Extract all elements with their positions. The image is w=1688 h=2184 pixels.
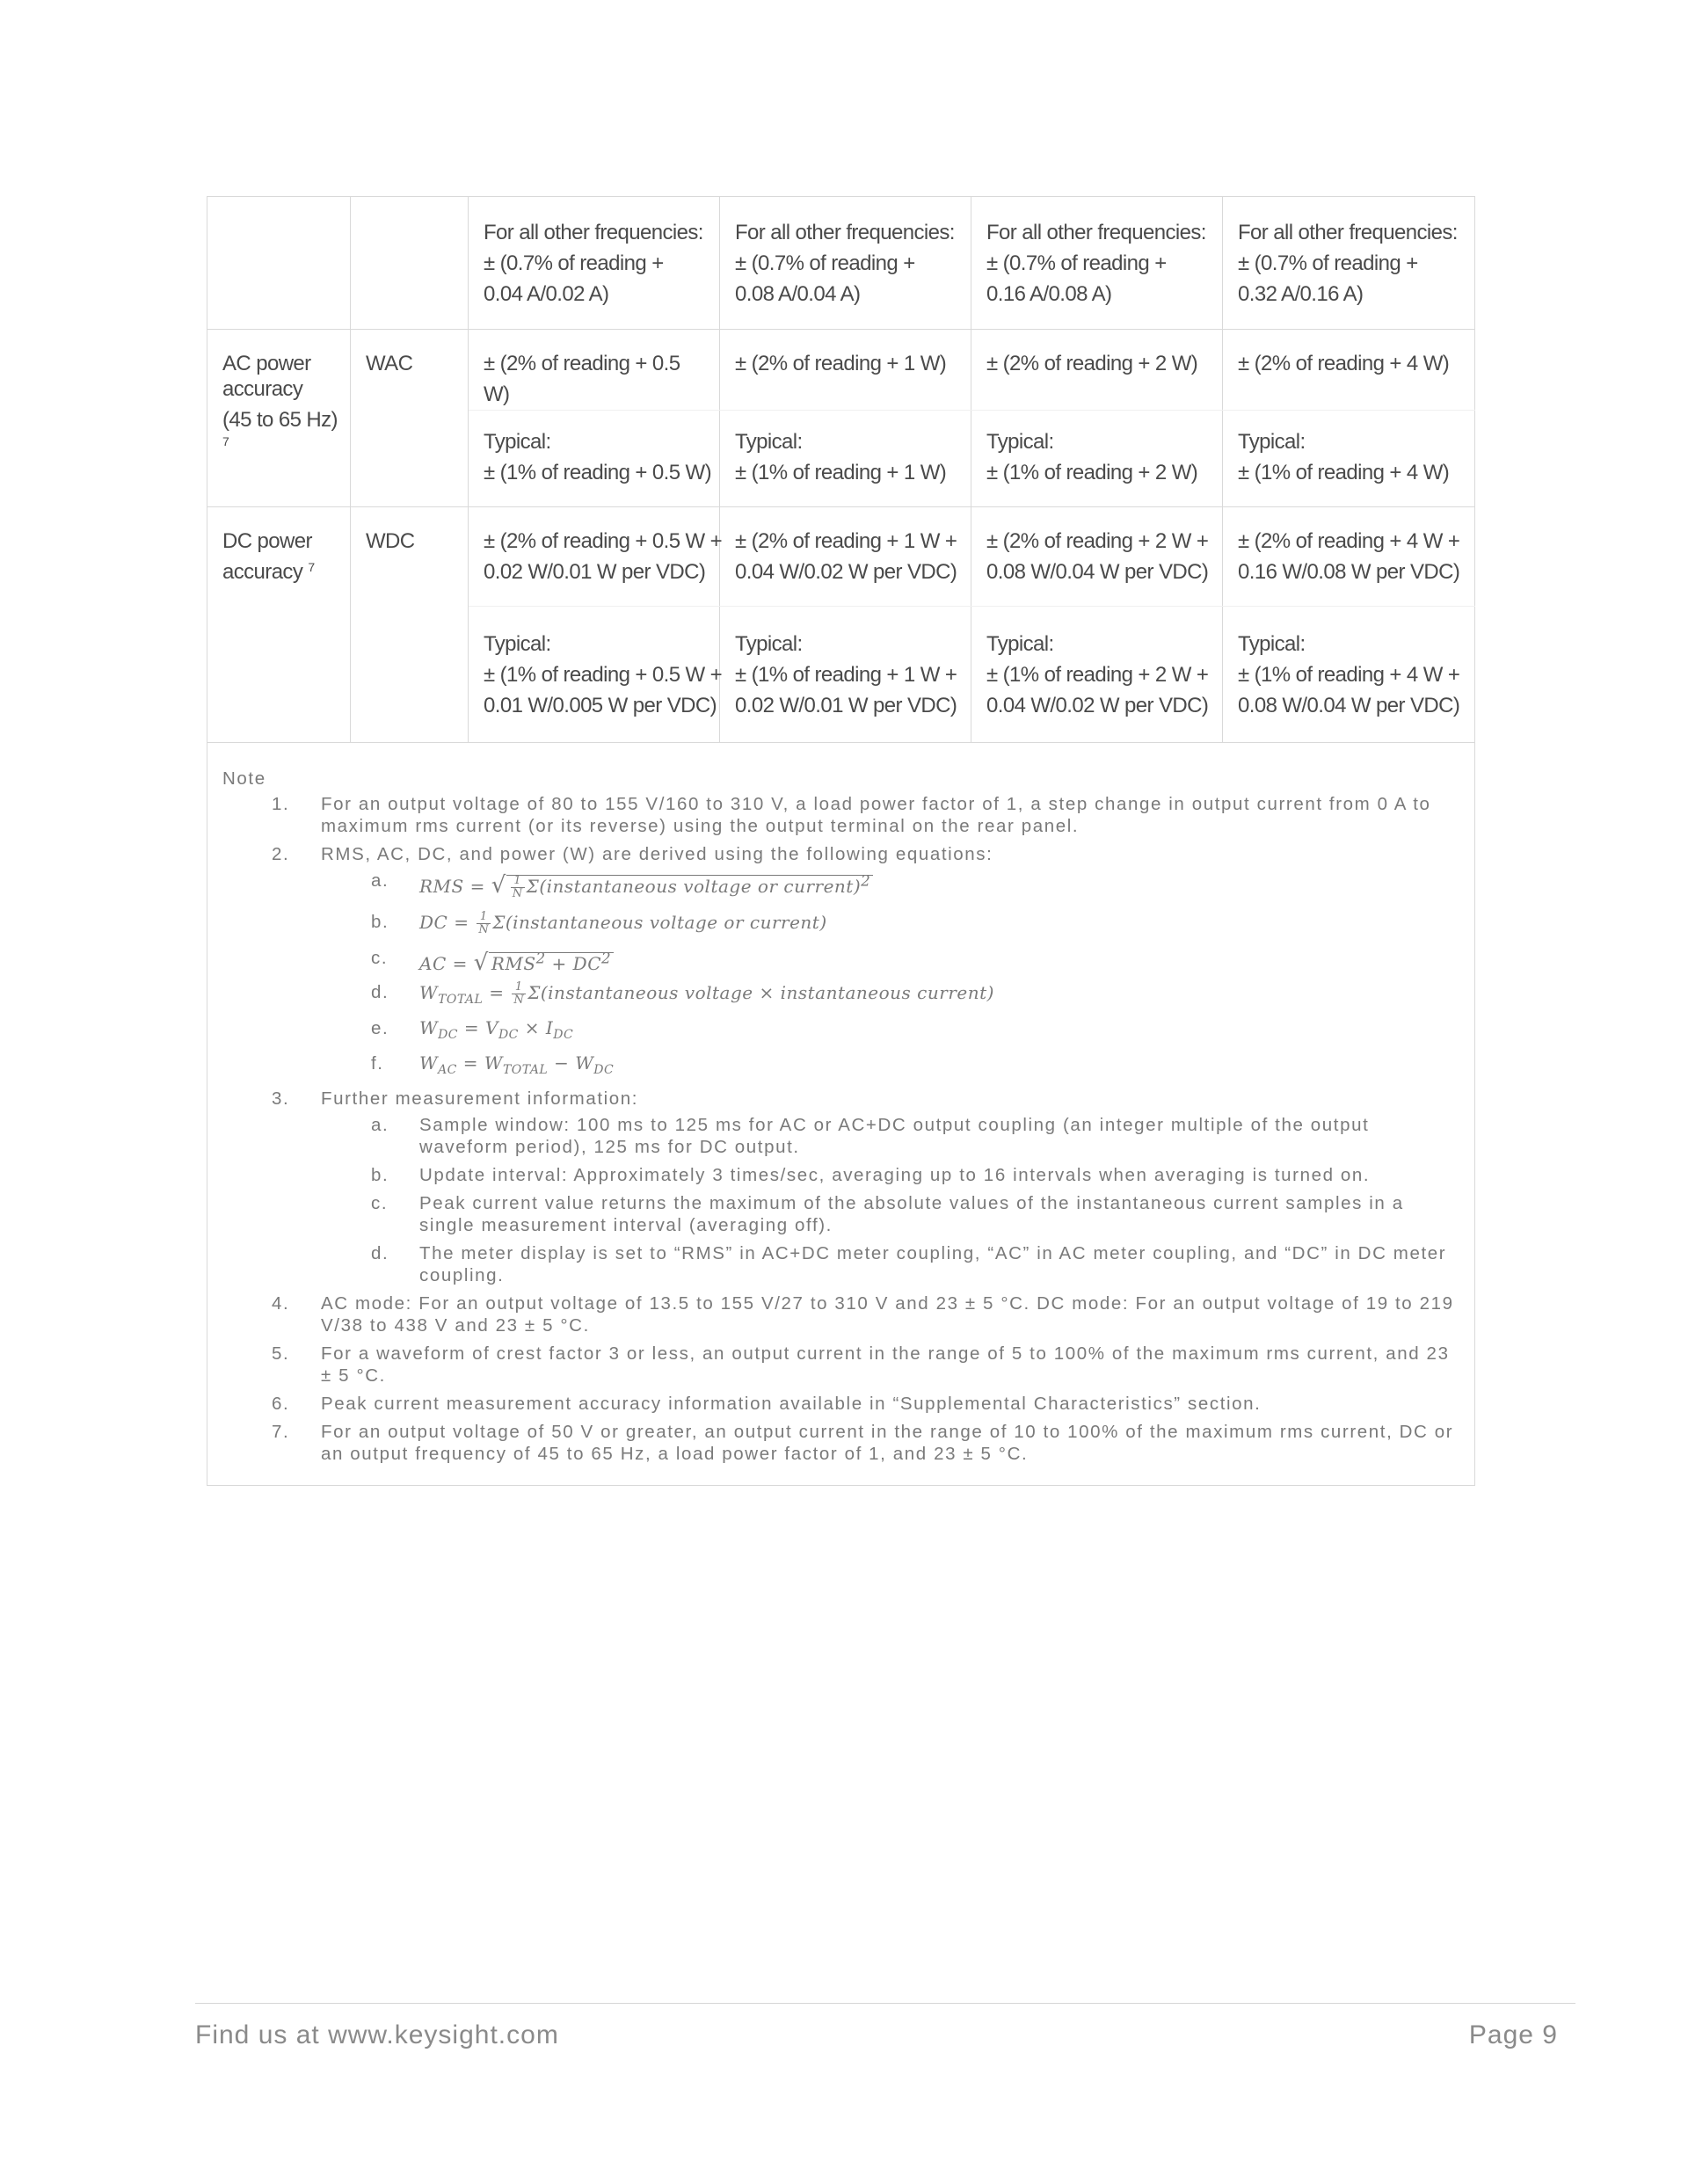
table-cell: ± (2% of reading + 1 W + 0.04 W/0.02 W per VDC) bbox=[720, 507, 971, 607]
footnote-ref: 7 bbox=[308, 560, 315, 574]
table-cell: ± (2% of reading + 0.5 W) bbox=[469, 330, 720, 411]
table-row bbox=[207, 197, 1475, 330]
equation-ac: c. AC = √ $RMS^2 + DC^2$ bbox=[321, 947, 1459, 975]
note-item: 4. AC mode: For an output voltage of 13.5 to 155 V/27 to 310 V and 23 ± 5 °C. DC mode: For an output voltage of 19 to 219 V/38 to 438 V and 23 ± 5 °C. bbox=[272, 1292, 1454, 1336]
page-number: Page 9 bbox=[1468, 2020, 1558, 2049]
table-cell: Typical: ± (1% of reading + 4 W + 0.08 W/0.04 W per VDC) bbox=[1223, 607, 1475, 743]
notes-list bbox=[222, 793, 1459, 1465]
notes-title: Note bbox=[222, 768, 266, 789]
equation-wtotal: d. $W_{TOTAL}$ = $\frac{1}{N}$ Σ(instantaneous voltage × instantaneous current) bbox=[371, 979, 994, 1007]
empty-cell bbox=[351, 197, 469, 330]
table-cell: Typical: ± (1% of reading + 2 W + 0.04 W/0.02 W per VDC) bbox=[971, 607, 1223, 743]
sqrt-sign: √ bbox=[491, 871, 506, 899]
table-cell: Typical: ± (1% of reading + 1 W) bbox=[720, 411, 971, 507]
table-row bbox=[207, 507, 1475, 607]
equation-dc: b. DC = $\frac{1}{N}$ Σ(instantaneous voltage or current) bbox=[371, 910, 827, 936]
equation-wac: f. $W_{AC} = W_{TOTAL} - W_{DC}$ bbox=[371, 1052, 615, 1077]
footer-divider bbox=[195, 2003, 1575, 2004]
sub-item: a. Sample window: 100 ms to 125 ms for AC or AC+DC output coupling (an integer multiple of the output waveform period), 125 ms for DC output. bbox=[371, 1114, 1370, 1157]
table-cell: For all other frequencies: ± (0.7% of reading + 0.32 A/0.16 A) bbox=[1223, 197, 1475, 330]
footer-website: Find us at www.keysight.com bbox=[195, 2020, 559, 2049]
table-cell: Typical: ± (1% of reading + 2 W) bbox=[971, 411, 1223, 507]
notes-cell bbox=[207, 743, 1475, 1486]
table-cell: Typical: ± (1% of reading + 0.5 W + 0.01 W/0.005 W per VDC) bbox=[469, 607, 720, 743]
sub-list bbox=[321, 1114, 1459, 1286]
note-item: 2. RMS, AC, DC, and power (W) are derived using the following equations: a. RMS = √ $\frac{1}{N}$ Σ(instantaneous voltage or current)$^2$ b. DC = $\frac{1}{N}$ Σ(instantaneous voltage or current) c. AC = √ $RMS^2 + DC^2$ d. $W_{TOTAL}$ = $\frac{1}{N}$ Σ(instantaneous voltage × instantaneous current) e. $W_{DC} = V_{DC} \times I_{DC}$ f. $W_{AC} = W_{TOTAL} - W_{DC}$ bbox=[222, 843, 1459, 1081]
footnote-ref: 7 bbox=[222, 434, 229, 448]
equation-list bbox=[321, 870, 1459, 1081]
sub-item: c. Peak current value returns the maximum of the absolute values of the instantaneous current samples in a single measurement interval (averaging off). bbox=[371, 1192, 1404, 1235]
note-item: 6. Peak current measurement accuracy information available in “Supplemental Characteristics” section. bbox=[272, 1393, 1262, 1414]
equation-rms: a. RMS = √ $\frac{1}{N}$ Σ(instantaneous voltage or current)$^2$ bbox=[321, 870, 1459, 905]
table-cell: ± (2% of reading + 4 W + 0.16 W/0.08 W per VDC) bbox=[1223, 507, 1475, 607]
table-cell: Typical: ± (1% of reading + 0.5 W) bbox=[469, 411, 720, 507]
note-item: 3. Further measurement information: a. Sample window: 100 ms to 125 ms for AC or AC+DC output coupling (an integer multiple of the output waveform period), 125 ms for DC output. b. Update interval: Approximately 3 times/sec, averaging up to 16 intervals when averaging is turned on. c. Peak current value returns the maximum of the absolute values of the instantaneous current samples in a single measurement interval (averaging off). d. The meter display is set to “RMS” in AC+DC meter coupling, “AC” in AC meter coupling, and “DC” in DC meter coupling. bbox=[222, 1088, 1459, 1286]
table-cell: For all other frequencies: ± (0.7% of reading + 0.16 A/0.08 A) bbox=[971, 197, 1223, 330]
ac-power-symbol: WAC bbox=[351, 330, 469, 507]
sub-item: d. The meter display is set to “RMS” in AC+DC meter coupling, “AC” in AC meter coupling, and “DC” in DC meter coupling. bbox=[371, 1242, 1447, 1285]
table-cell: ± (2% of reading + 2 W) bbox=[971, 330, 1223, 411]
table-cell: ± (2% of reading + 1 W) bbox=[720, 330, 971, 411]
equation-wdc: e. $W_{DC} = V_{DC} \times I_{DC}$ bbox=[371, 1016, 574, 1042]
table-cell: For all other frequencies: ± (0.7% of reading + 0.04 A/0.02 A) bbox=[469, 197, 720, 330]
table-cell: ± (2% of reading + 0.5 W + 0.02 W/0.01 W per VDC) bbox=[469, 507, 720, 607]
table-cell: Typical: ± (1% of reading + 1 W + 0.02 W/0.01 W per VDC) bbox=[720, 607, 971, 743]
sub-item: b. Update interval: Approximately 3 times/sec, averaging up to 16 intervals when averaging is turned on. bbox=[371, 1164, 1371, 1185]
note-item: 1. For an output voltage of 80 to 155 V/160 to 310 V, a load power factor of 1, a step change in output current from 0 A to maximum rms current (or its reverse) using the output terminal on the rear panel. bbox=[272, 794, 1431, 836]
sqrt-sign: √ bbox=[473, 949, 489, 976]
dc-power-symbol: WDC bbox=[351, 507, 469, 743]
empty-cell bbox=[207, 197, 351, 330]
table-row bbox=[207, 330, 1475, 411]
table-cell: ± (2% of reading + 4 W) bbox=[1223, 330, 1475, 411]
table-cell: ± (2% of reading + 2 W + 0.08 W/0.04 W per VDC) bbox=[971, 507, 1223, 607]
table-cell: For all other frequencies: ± (0.7% of reading + 0.08 A/0.04 A) bbox=[720, 197, 971, 330]
notes-row bbox=[207, 743, 1475, 1486]
note-item: 5. For a waveform of crest factor 3 or less, an output current in the range of 5 to 100% of the maximum rms current, and 23 ± 5 °C. bbox=[272, 1343, 1450, 1386]
ac-power-label: AC power accuracy (45 to 65 Hz) 7 bbox=[207, 330, 351, 507]
note-item: 7. For an output voltage of 50 V or greater, an output current in the range of 10 to 100% of the maximum rms current, DC or an output frequency of 45 to 65 Hz, a load power factor of 1, and 23 ± 5 °C. bbox=[272, 1421, 1454, 1464]
spec-table bbox=[207, 196, 1475, 1486]
table-cell: Typical: ± (1% of reading + 4 W) bbox=[1223, 411, 1475, 507]
dc-power-label: DC power accuracy $^7$ bbox=[207, 507, 351, 743]
